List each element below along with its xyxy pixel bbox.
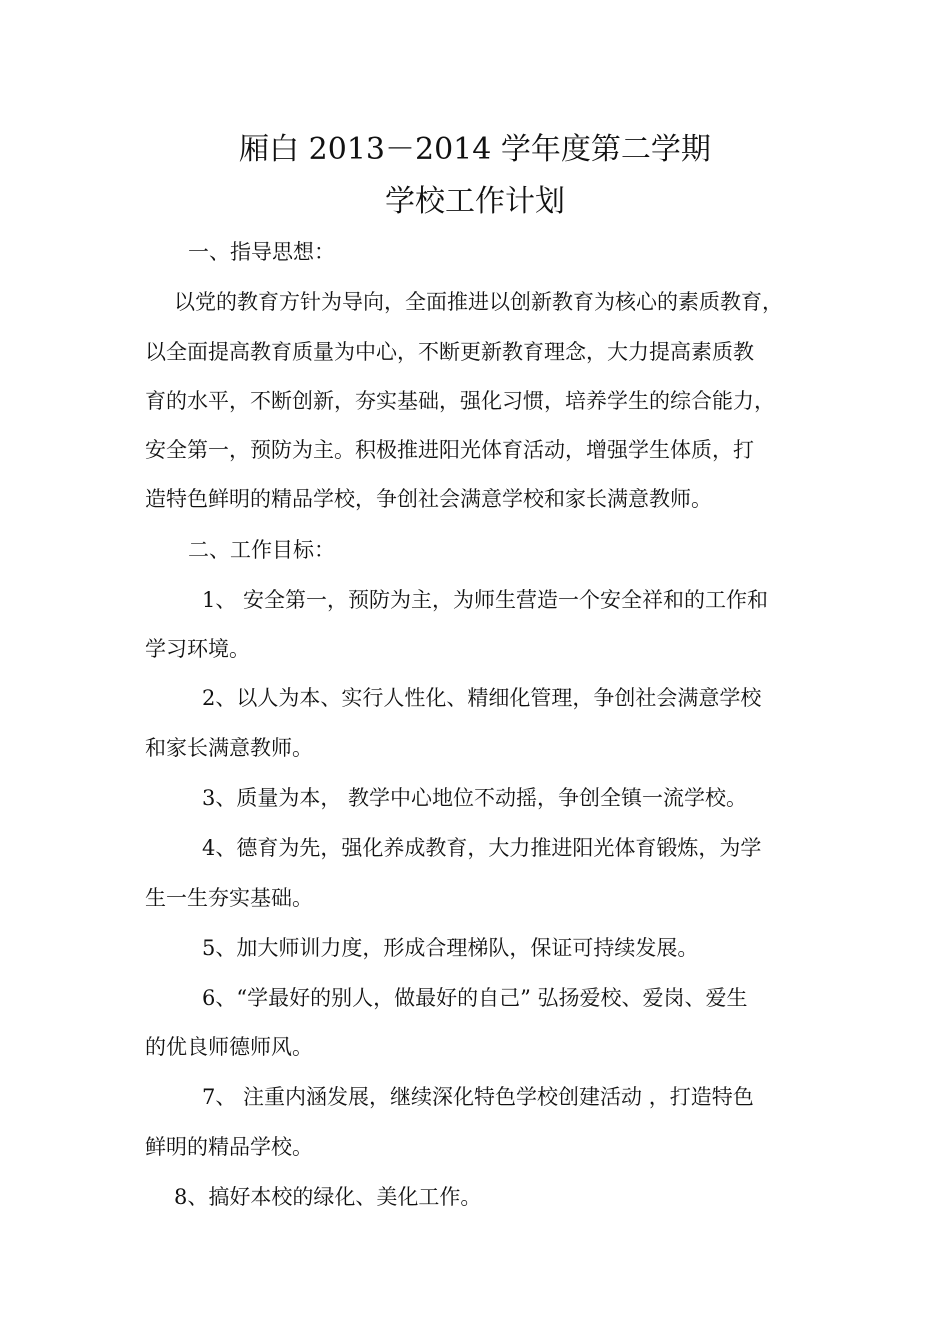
- goal-line: 鲜明的精品学校。: [145, 1135, 313, 1159]
- section1-line: 育的水平，不断创新，夯实基础，强化习惯，培养学生的综合能力，: [145, 389, 775, 413]
- goal-line: 6、“学最好的别人，做最好的自己” 弘扬爱校、爱岗、爱生: [202, 986, 748, 1010]
- goal-line: 8、搞好本校的绿化、美化工作。: [174, 1185, 482, 1209]
- goal-line: 的优良师德师风。: [145, 1035, 313, 1059]
- goal-line: 7、 注重内涵发展，继续深化特色学校创建活动 ，打造特色: [202, 1085, 754, 1109]
- goal-line: 3、质量为本， 教学中心地位不动摇，争创全镇一流学校。: [202, 786, 748, 810]
- document-title-line1: 厢白 2013－2014 学年度第二学期: [239, 132, 711, 167]
- document-title-line2: 学校工作计划: [385, 184, 565, 219]
- goal-line: 5、加大师训力度，形成合理梯队，保证可持续发展。: [202, 936, 699, 960]
- section2-heading: 二、工作目标：: [188, 538, 335, 562]
- goal-line: 生一生夯实基础。: [145, 886, 313, 910]
- goal-line: 1、 安全第一，预防为主，为师生营造一个安全祥和的工作和: [202, 588, 769, 612]
- section1-heading: 一、指导思想：: [188, 240, 335, 264]
- goal-line: 学习环境。: [145, 637, 250, 661]
- section1-line: 以党的教育方针为导向，全面推进以创新教育为核心的素质教育，: [174, 290, 783, 314]
- goal-line: 2、以人为本、实行人性化、精细化管理，争创社会满意学校: [202, 686, 762, 710]
- section1-line: 以全面提高教育质量为中心，不断更新教育理念，大力提高素质教: [145, 340, 754, 364]
- section1-line: 造特色鲜明的精品学校，争创社会满意学校和家长满意教师。: [145, 487, 712, 511]
- goal-line: 和家长满意教师。: [145, 736, 313, 760]
- section1-line: 安全第一，预防为主。积极推进阳光体育活动，增强学生体质，打: [145, 438, 754, 462]
- goal-line: 4、德育为先，强化养成教育，大力推进阳光体育锻炼，为学: [202, 836, 762, 860]
